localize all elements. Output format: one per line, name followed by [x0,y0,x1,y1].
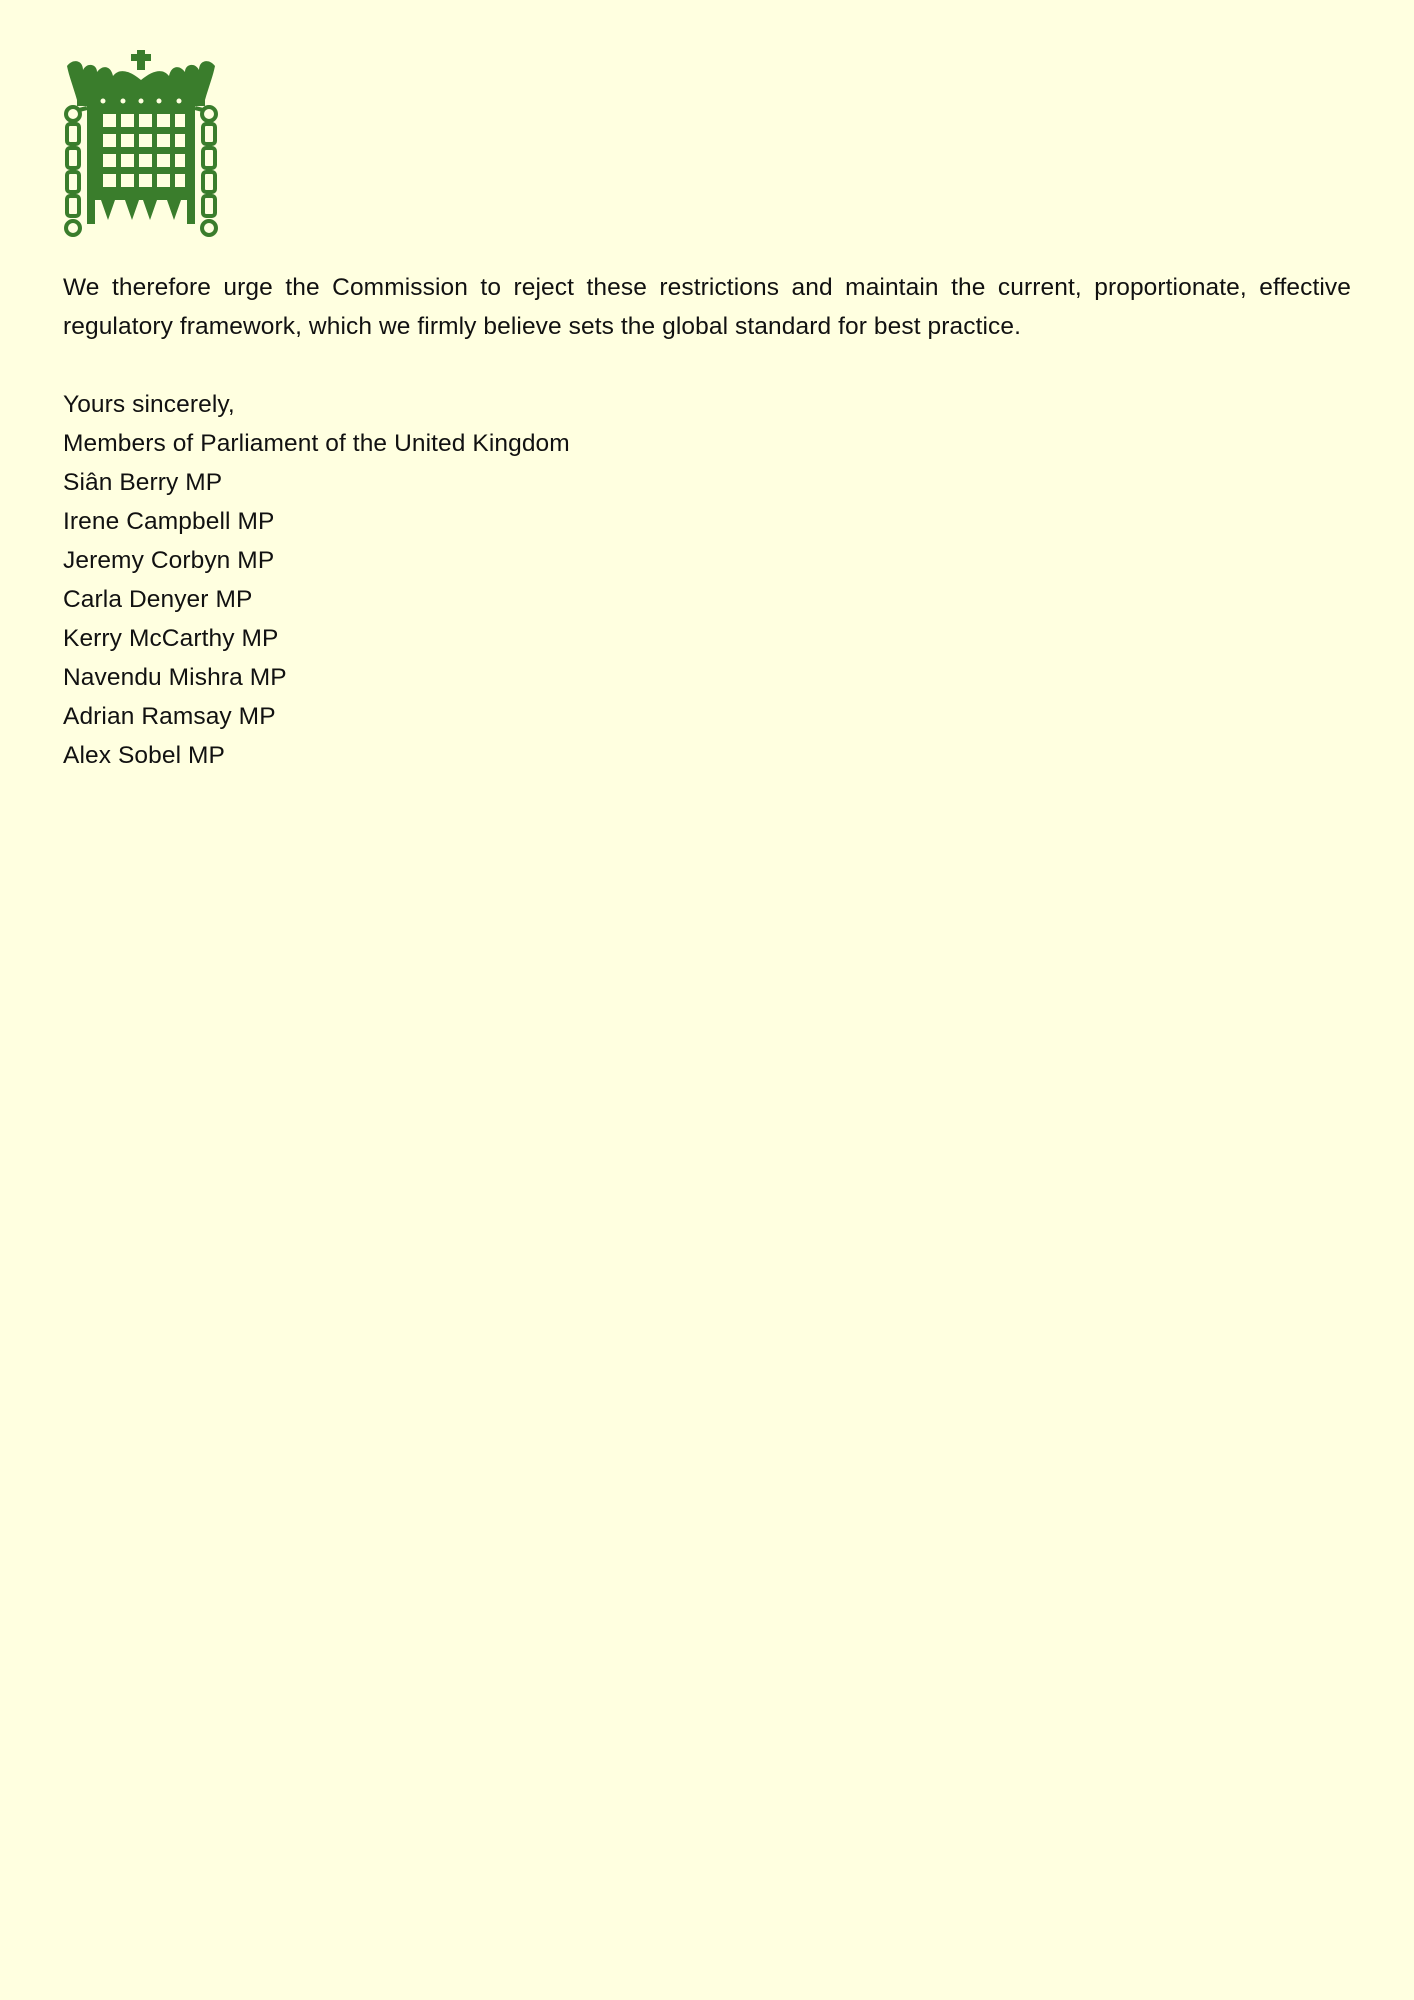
letter-body [63,268,1351,775]
signatory-name: Jeremy Corbyn MP [63,547,275,574]
signatory-name: Navendu Mishra MP [63,664,287,691]
signatory-name: Adrian Ramsay MP [63,703,276,730]
signatory-list [63,463,1351,775]
signatory-name: Alex Sobel MP [63,742,225,769]
signatory-name: Siân Berry MP [63,469,223,496]
signoff-block [63,385,1351,775]
valediction: Yours sincerely, [63,391,235,418]
signed-by-line: Members of Parliament of the United Kingdom [63,430,570,457]
signatory-name: Irene Campbell MP [63,508,275,535]
portcullis-emblem-icon [63,50,219,238]
closing-paragraph: We therefore urge the Commission to reject these restrictions and maintain the current, proportionate, effective regulatory framework, which we firmly believe sets the global standard for best practice. [63,274,1351,340]
signatory-name: Carla Denyer MP [63,586,253,613]
signatory-name: Kerry McCarthy MP [63,625,279,652]
